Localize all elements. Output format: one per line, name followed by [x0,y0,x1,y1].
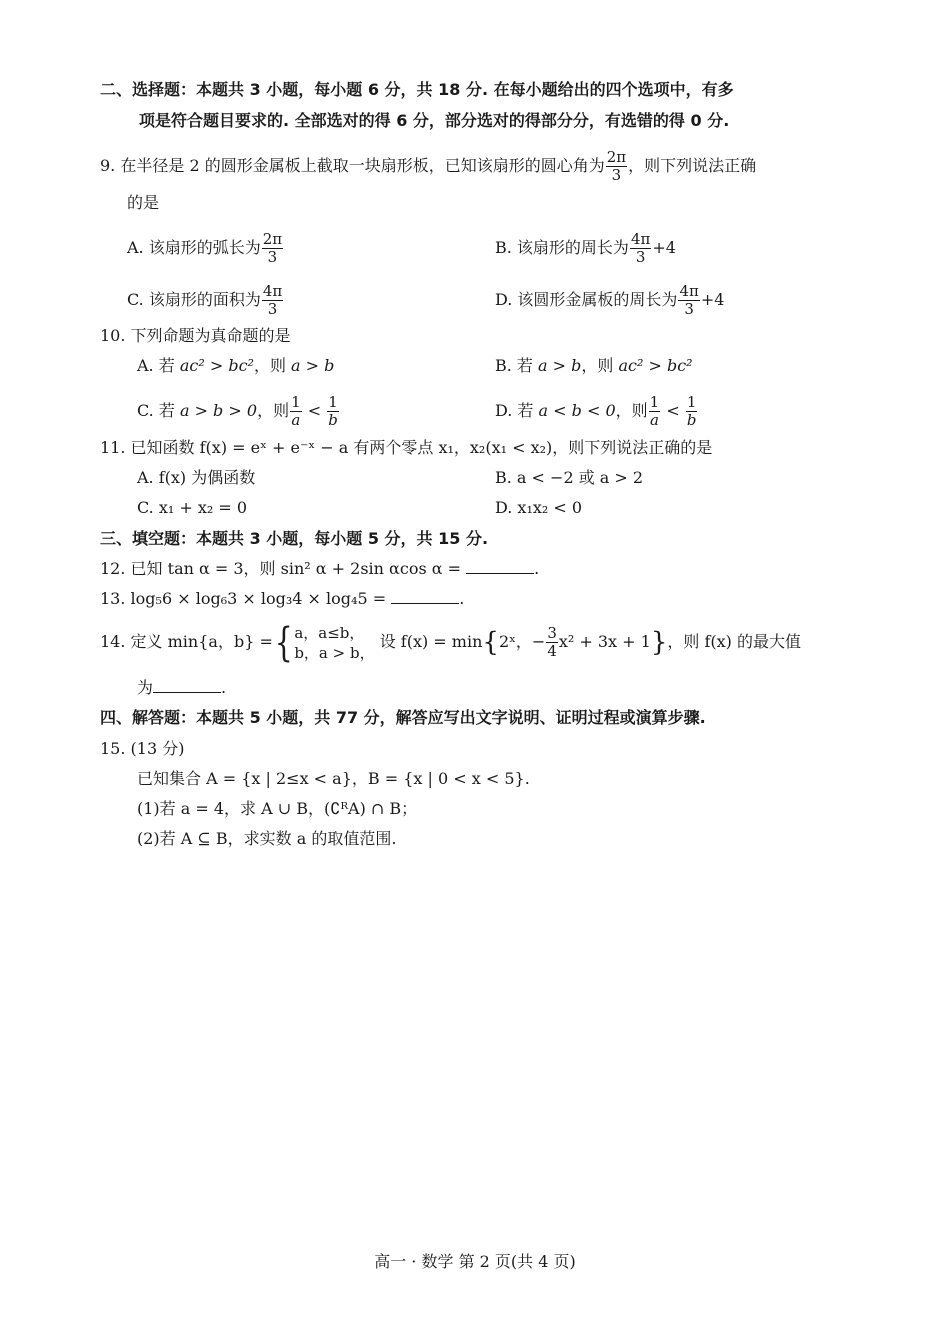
q9-option-a: A. 该扇形的弧长为 $\frac{2\pi}{3}$ [127,230,283,266]
q9-stem-c: 的是 [127,193,160,212]
q12-answer-blank [466,559,534,574]
q11-option-b: B. a < −2 或 a > 2 [495,468,644,487]
section-4-heading: 四、解答题：本题共 5 小题，共 77 分，解答应写出文字说明、证明过程或演算步骤. [100,708,706,727]
q10-option-b: B. 若 a > b，则 ac² > bc² [495,356,693,375]
q15-header: 15. (13 分) [100,739,185,758]
q12: 12. 已知 tan α = 3，则 sin² α + 2sin αcos α = . [100,559,540,578]
section-2-instructions: 项是符合题目要求的. 全部选对的得 6 分，部分选对的得部分分，有选错的得 0 分. [139,111,730,130]
q9-stem-a: 在半径是 2 的圆形金属板上截取一块扇形板，已知该扇形的圆心角为 [120,156,605,175]
q14-answer-blank [153,678,221,693]
q9-option-d: D. 该圆形金属板的周长为 $\frac{4\pi}{3}$ +4 [495,282,725,318]
q15-given: 已知集合 A = {x | 2≤x < a}，B = {x | 0 < x < 5}. [137,769,530,788]
q14-line2: 为 . [137,678,227,697]
q11-stem: 11. 已知函数 f(x) = eˣ + e⁻ˣ − a 有两个零点 x₁，x₂(x₁ < x₂)，则下列说法正确的是 [100,438,713,457]
q13: 13. log₅6 × log₆3 × log₃4 × log₄5 = . [100,589,465,608]
page-footer: 高一 · 数学 第 2 页(共 4 页) [374,1252,576,1271]
section-3-heading: 三、填空题：本题共 3 小题，每小题 5 分，共 15 分. [100,529,489,548]
q15-part2: (2)若 A ⊆ B，求实数 a 的取值范围. [137,829,397,848]
q14-stem: 14. 定义 min{a，b} ={ a，a≤b， b，a > b， 设 f(x) = min{2ˣ，− $\frac{3}{4}$ x² + 3x + 1}，则 f(x) 的最大值 [100,619,801,666]
q9-angle-fraction: $\frac{2\pi}{3}$ [606,148,627,184]
q14-cases: a，a≤b， b，a > b， [294,623,375,662]
q10-option-a: A. 若 ac² > bc²，则 a > b [137,356,335,375]
q9-stem [100,150,756,183]
section-2-heading: 二、选择题：本题共 3 小题，每小题 6 分，共 18 分. 在每小题给出的四个选项中，有多 [100,80,734,99]
q9-stem-b: ，则下列说法正确 [628,156,757,175]
q11-option-a: A. f(x) 为偶函数 [137,468,256,487]
q11-option-c: C. x₁ + x₂ = 0 [137,498,248,517]
q10-option-d: D. 若 a < b < 0，则 $\frac{1}{a}$ < $\frac{1}{b}$ [495,393,697,429]
q9-option-c: C. 该扇形的面积为 $\frac{4\pi}{3}$ [127,282,283,318]
q11-option-d: D. x₁x₂ < 0 [495,498,583,517]
q10-option-c: C. 若 a > b > 0，则 $\frac{1}{a}$ < $\frac{1}{b}$ [137,393,338,429]
q15-part1: (1)若 a = 4，求 A ∪ B，(∁ᴿA) ∩ B； [137,799,418,818]
q9-option-b: B. 该扇形的周长为 $\frac{4\pi}{3}$ +4 [495,230,676,266]
q13-answer-blank [391,589,459,604]
q9-number: 9. [100,156,116,175]
q10-stem: 10. 下列命题为真命题的是 [100,326,291,345]
